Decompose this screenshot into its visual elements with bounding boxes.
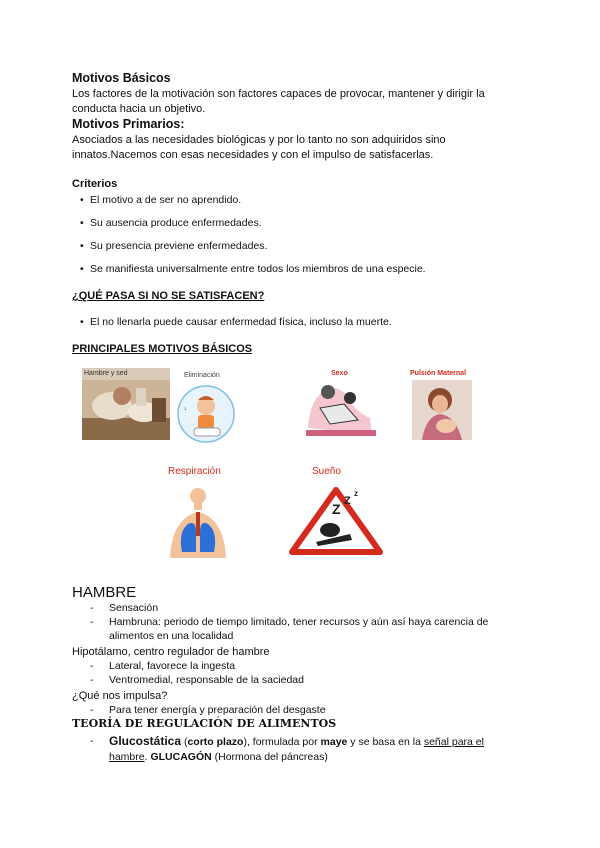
hambre-list-1	[90, 601, 520, 643]
text-fragment: (Hormona del páncreas)	[211, 751, 328, 763]
hambre-item: - Hambruna: periodo de tiempo limitado, tener recursos y aún así haya carencia de alimentos en una localidad	[90, 615, 520, 643]
impulsa-text: ¿Qué nos impulsa?	[72, 690, 168, 702]
image-caption: Eliminación	[184, 372, 220, 379]
respiracion-illustration	[160, 462, 240, 562]
image-caption: Sexo	[331, 370, 348, 377]
criterios-list	[80, 193, 500, 276]
image-respiracion	[160, 462, 240, 562]
hambre-title: HAMBRE	[72, 584, 137, 601]
hambre-list-2	[90, 659, 520, 687]
mayer-name: maye	[320, 736, 348, 748]
hambre-item: - Sensación	[90, 601, 520, 615]
svg-text:1: 1	[184, 406, 187, 411]
principales-title: PRINCIPALES MOTIVOS BÁSICOS	[72, 343, 253, 355]
svg-text:Z: Z	[344, 495, 351, 507]
dash-marker: -	[90, 735, 94, 747]
impulsa-item: - Para tener energía y preparación del desgaste	[90, 703, 520, 717]
glucostatica-item	[90, 734, 520, 765]
satisfacen-title: ¿QUÉ PASA SI NO SE SATISFACEN?	[72, 290, 265, 302]
text-fragment: .	[144, 751, 151, 763]
hambre-illustration	[82, 368, 170, 440]
sueno-illustration	[286, 462, 386, 562]
criterio-item: • Su presencia previene enfermedades.	[80, 239, 500, 253]
glucostatica-text	[90, 734, 520, 765]
section-text-motivos-primarios: Asociados a las necesidades biológicas y por lo tanto no son adquiridos sino innatos.Nacemos con esas necesidades y con el impulso de satisfacerlas.	[72, 134, 446, 161]
text-fragment: y se basa en la	[347, 736, 424, 748]
image-caption: Sueño	[312, 466, 341, 477]
hipotalamo-text: Hipotálamo, centro regulador de hambre	[72, 646, 270, 658]
hipotalamo-item: - Ventromedial, responsable de la saciedad	[90, 673, 520, 687]
glucagon: GLUCAGÓN	[150, 751, 212, 763]
criterio-item: • Se manifiesta universalmente entre todos los miembros de una especie.	[80, 262, 500, 276]
hambre-underlined: hambre	[109, 751, 145, 763]
eliminacion-illustration	[174, 370, 238, 446]
image-caption: Hambre y sed	[84, 370, 128, 377]
hipotalamo-item: - Lateral, favorece la ingesta	[90, 659, 520, 673]
svg-text:z: z	[354, 489, 358, 498]
teoria-title: TEORÍA DE REGULACIÓN DE ALIMENTOS	[72, 717, 337, 730]
pulsion-illustration	[408, 368, 480, 442]
image-eliminacion	[174, 370, 238, 446]
sexo-illustration	[300, 368, 380, 440]
criterios-title: Criterios	[72, 178, 118, 190]
image-pulsion-maternal	[408, 368, 480, 442]
section-title-motivos-basicos: Motivos Básicos	[72, 71, 171, 85]
image-caption: Respiración	[168, 466, 221, 477]
senal-underlined: señal para el	[423, 736, 484, 748]
section-title-motivos-primarios: Motivos Primarios:	[72, 117, 185, 131]
corto-plazo: corto plazo	[187, 736, 244, 748]
image-hambre-y-sed	[82, 368, 170, 440]
image-sexo	[300, 368, 380, 440]
text-fragment: (	[181, 736, 188, 748]
svg-text:Z: Z	[332, 501, 341, 517]
criterio-item: • El motivo a de ser no aprendido.	[80, 193, 500, 207]
satisfacen-item: • El no llenarla puede causar enfermedad física, incluso la muerte.	[80, 315, 500, 329]
hambre-list-3	[90, 703, 520, 717]
criterio-item: • Su ausencia produce enfermedades.	[80, 216, 500, 230]
text-fragment: ), formulada por	[243, 736, 321, 748]
image-sueno	[286, 462, 386, 562]
satisfacen-list	[80, 315, 500, 329]
image-caption: Pulsión Maternal	[410, 370, 467, 377]
section-text-motivos-basicos: Los factores de la motivación son factores capaces de provocar, mantener y dirigir la conducta hacia un objetivo.	[72, 88, 485, 115]
glucostatica-term: Glucostática	[109, 734, 182, 748]
